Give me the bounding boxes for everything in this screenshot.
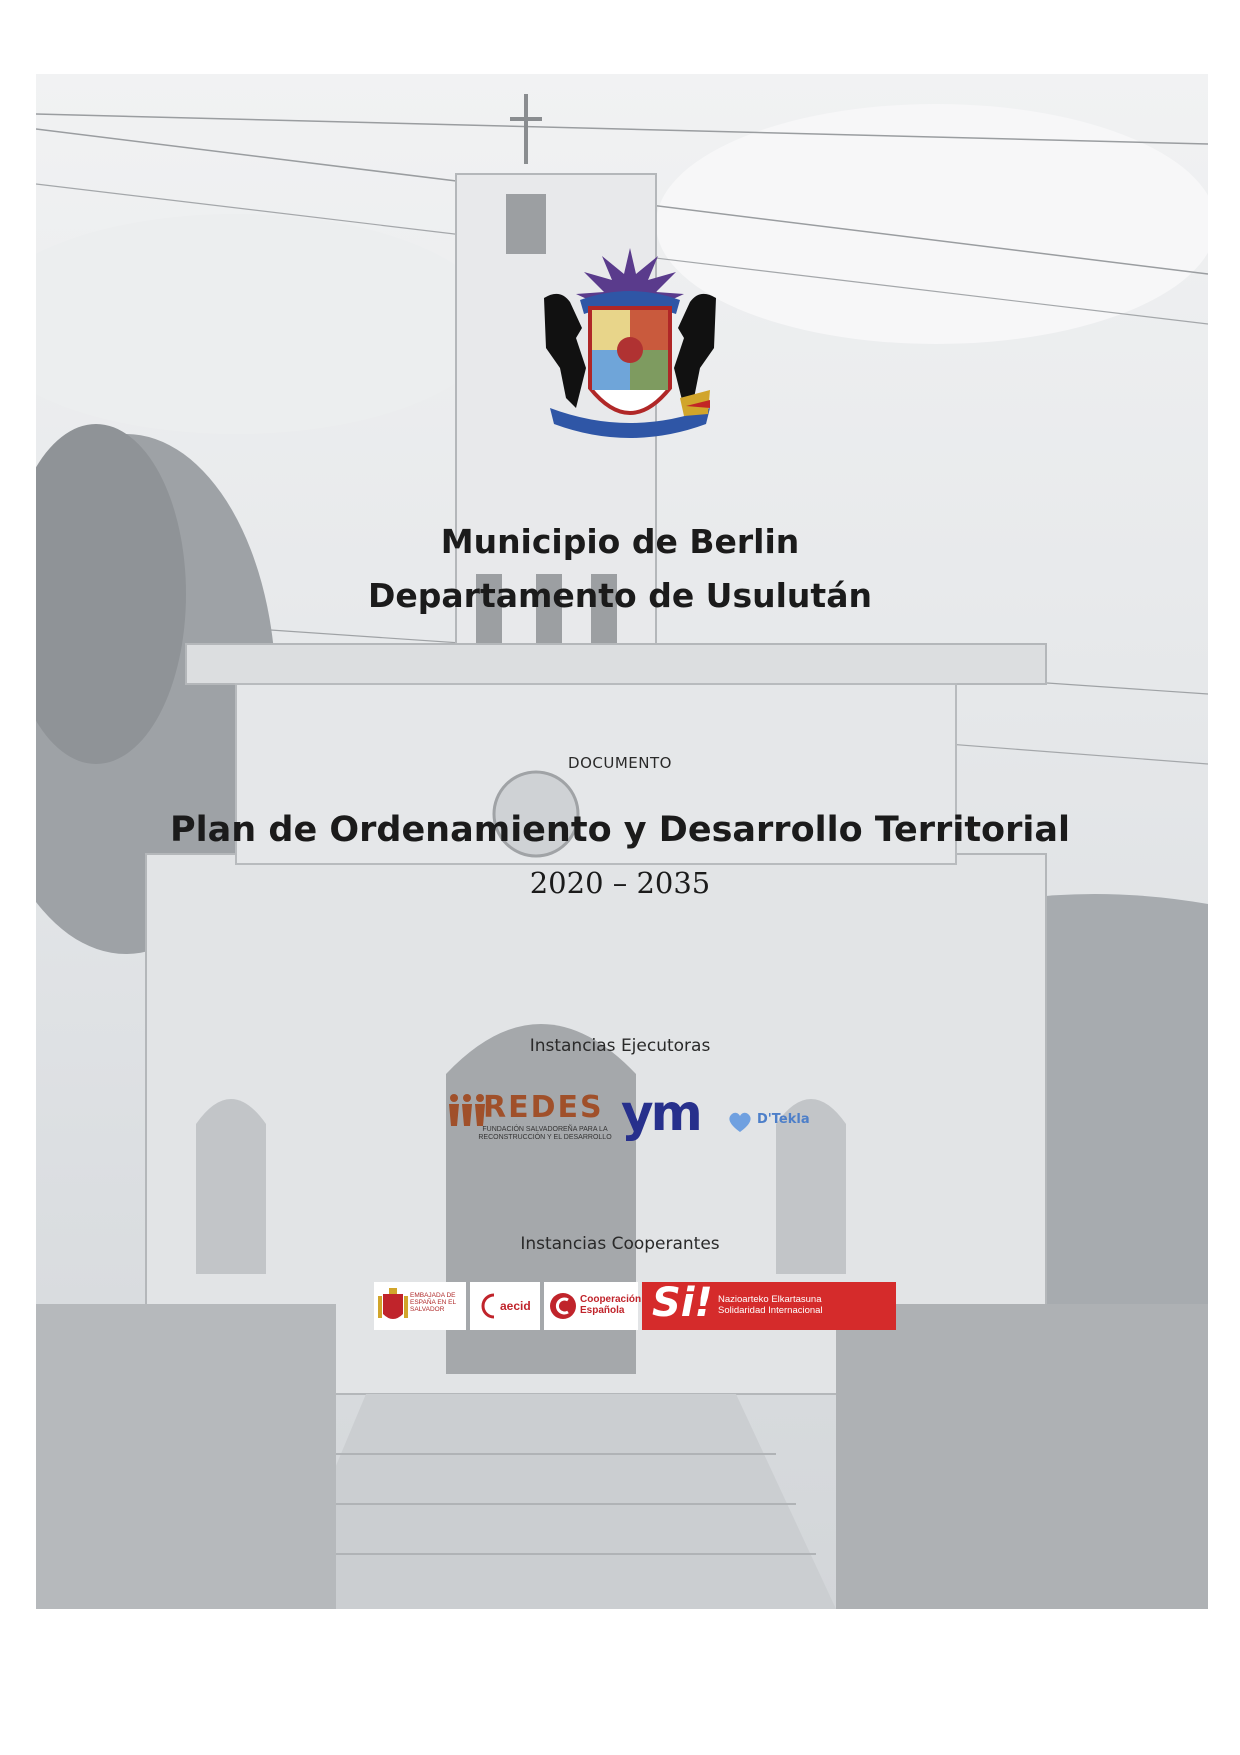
document-label: DOCUMENTO — [568, 754, 672, 772]
aecid-wordmark: aecid — [500, 1299, 531, 1313]
dtekla-logo — [727, 1110, 847, 1140]
si-line1: Nazioarteko Elkartasuna — [718, 1294, 822, 1305]
si-line2: Solidaridad Internacional — [718, 1305, 823, 1316]
si-text — [718, 1294, 823, 1316]
aecid-logo — [470, 1282, 540, 1330]
document-years: 2020 – 2035 — [529, 866, 711, 900]
cooperacion-text — [580, 1294, 641, 1316]
heart-hands-icon — [727, 1110, 753, 1134]
municipality-title: Municipio de Berlin — [440, 522, 800, 561]
redes-logo — [447, 1090, 612, 1150]
cooperating-logos — [374, 1282, 896, 1330]
cooperacion-logo — [544, 1282, 642, 1330]
document-title: Plan de Ordenamiento y Desarrollo Territorial — [170, 810, 1070, 850]
cooperacion-icon — [548, 1291, 578, 1321]
solidaridad-internacional-logo — [642, 1282, 896, 1330]
executing-label: Instancias Ejecutoras — [529, 1036, 711, 1056]
embassy-text: EMBAJADA DE ESPAÑA EN EL SALVADOR — [410, 1292, 456, 1313]
redes-wordmark: REDES — [483, 1090, 604, 1125]
dtekla-wordmark: D'Tekla — [757, 1112, 810, 1127]
cooperacion-line2: Española — [580, 1305, 625, 1316]
cooperating-label: Instancias Cooperantes — [520, 1234, 720, 1254]
ym-logo: ym — [621, 1084, 700, 1142]
berlin-municipal-coat-of-arms-icon — [530, 238, 730, 478]
executing-logos — [447, 1084, 837, 1150]
redes-subtitle: FUNDACIÓN SALVADOREÑA PARA LA RECONSTRUCCIÓN Y EL DESARROLLO — [478, 1126, 612, 1141]
spain-coat-of-arms-icon — [378, 1286, 408, 1326]
embassy-logo — [374, 1282, 466, 1330]
cooperacion-line1: Cooperación — [580, 1294, 642, 1305]
si-wordmark: Si! — [652, 1280, 713, 1326]
department-title: Departamento de Usulután — [368, 576, 872, 615]
aecid-icon — [474, 1291, 500, 1321]
people-icon — [447, 1092, 487, 1128]
